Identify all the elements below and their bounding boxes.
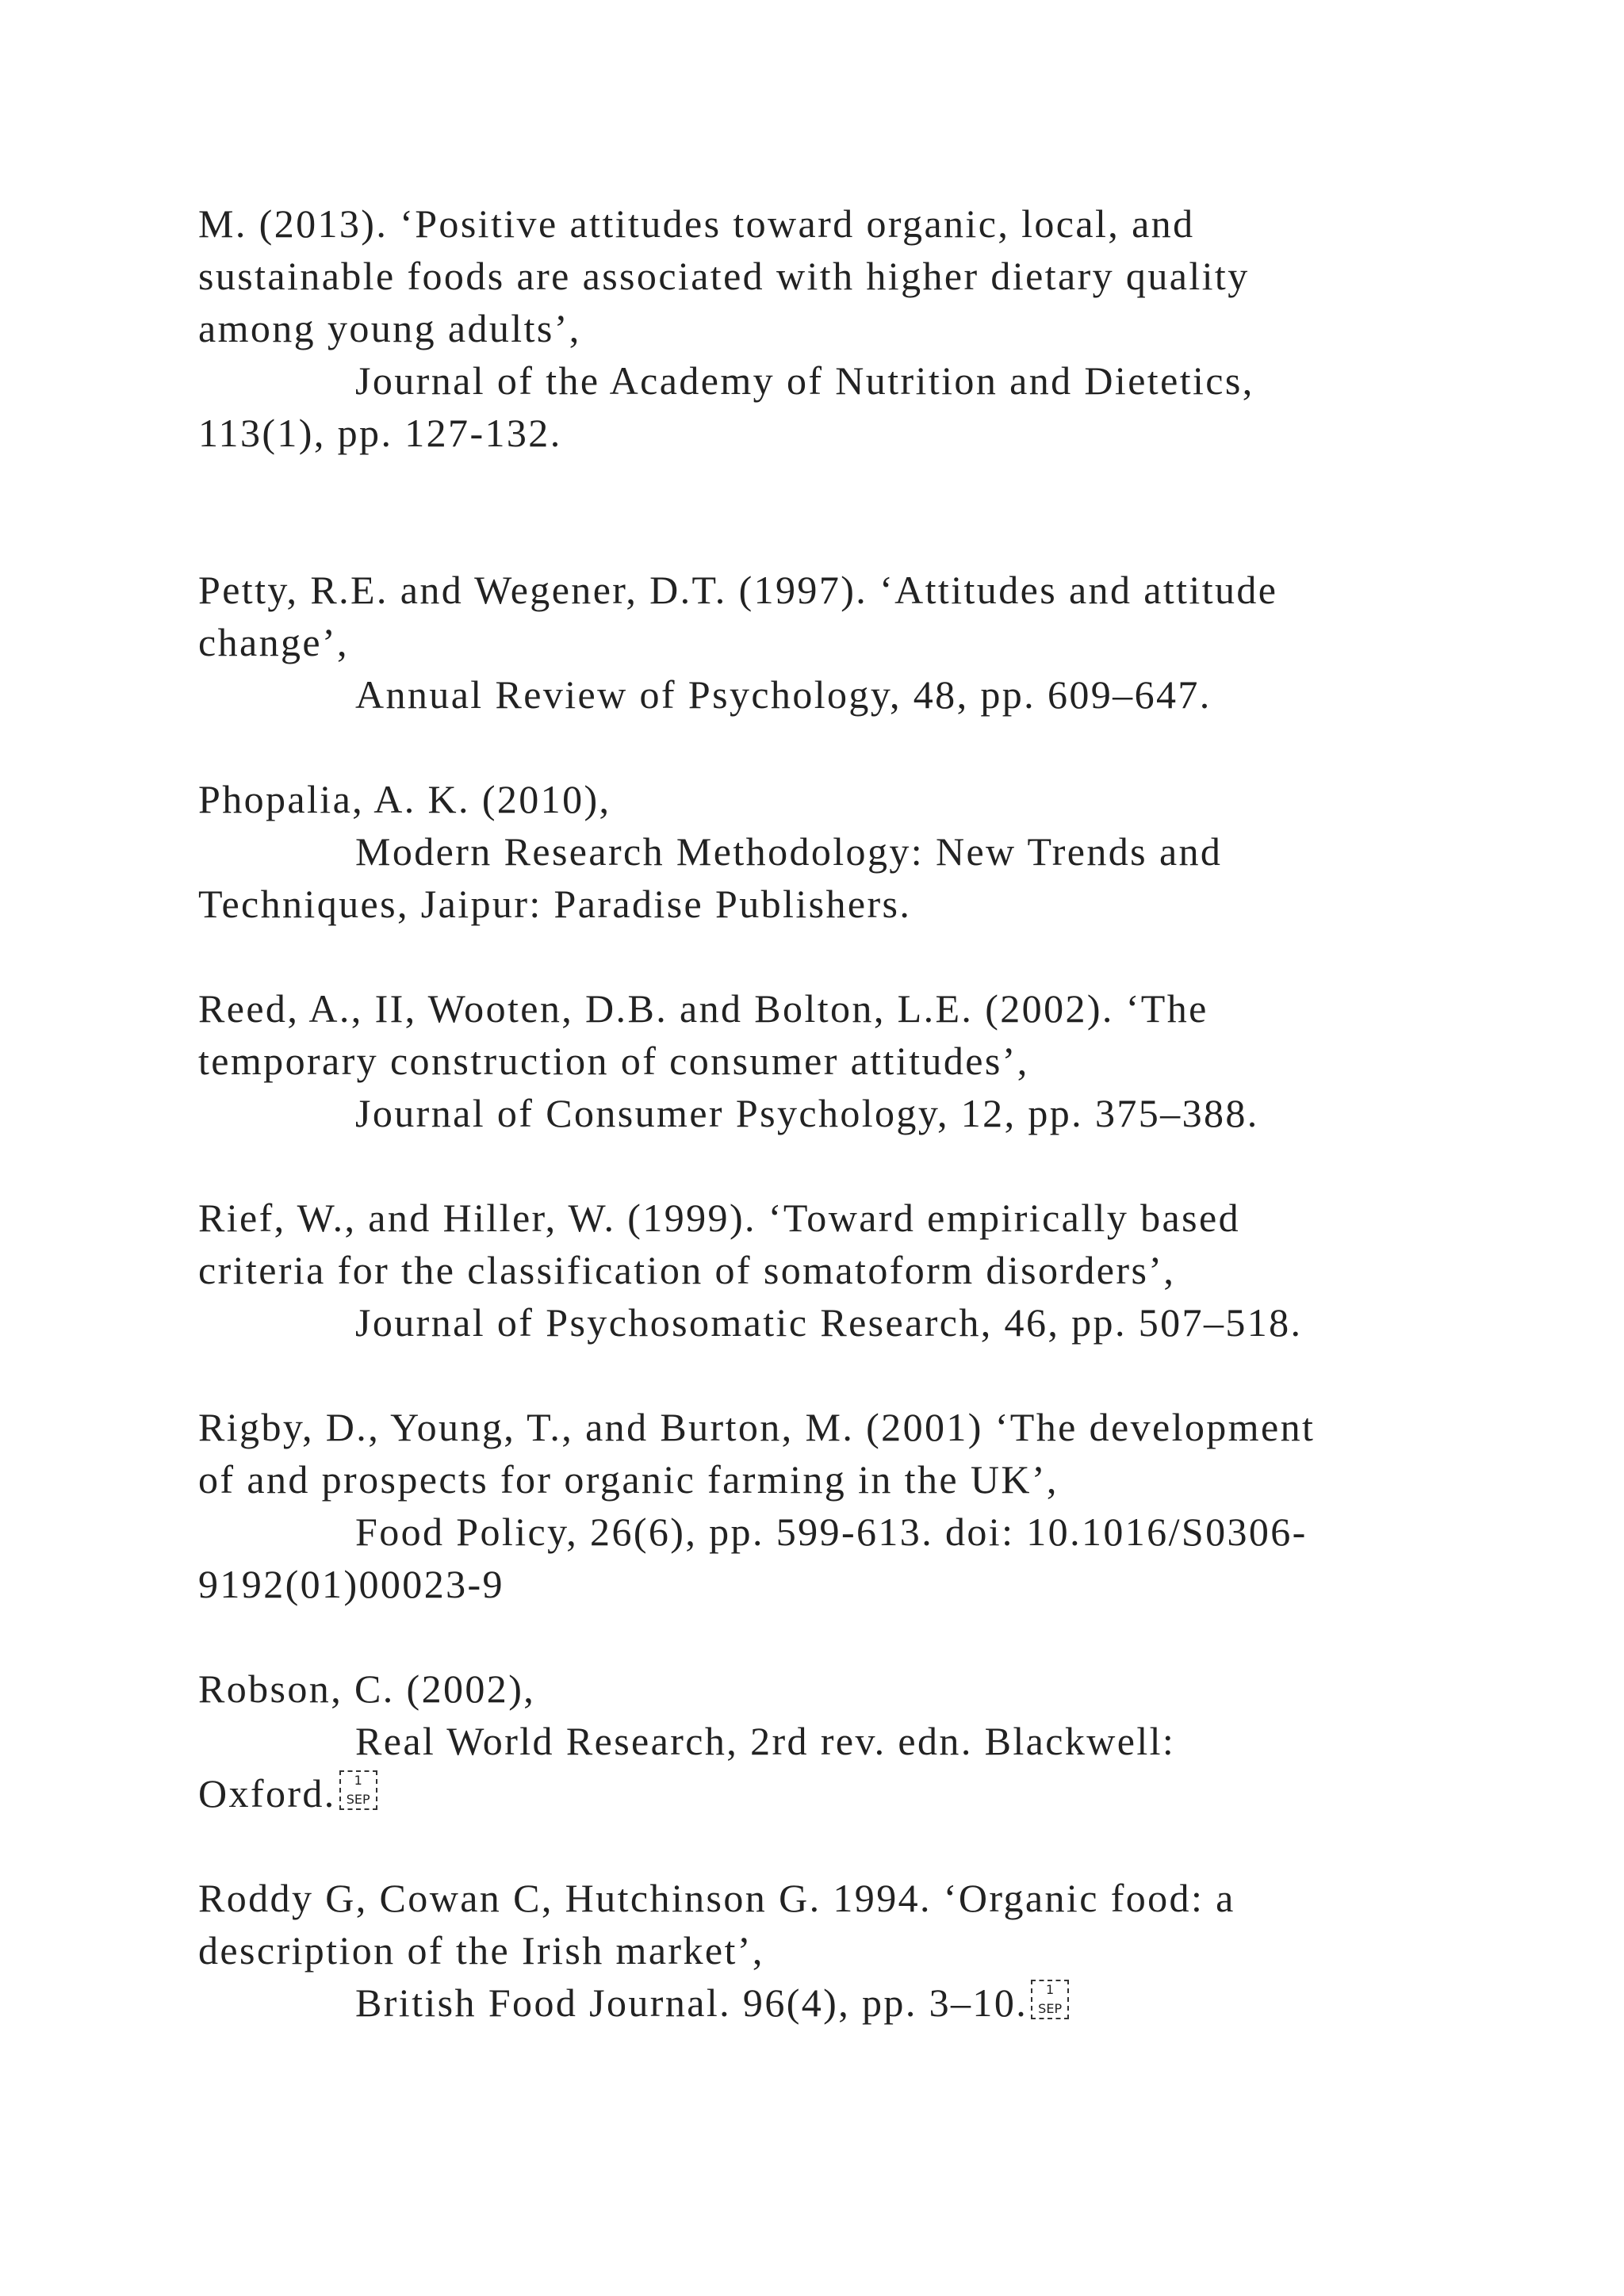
reference-entry [198,1663,1499,1820]
reference-source-line: Journal of Consumer Psychology, 12, pp. 375–388. [355,1091,1259,1135]
spacer [198,1820,1499,1872]
reference-line: 9192(01)00023-9 [198,1562,504,1606]
reference-source-line: Journal of Psychosomatic Research, 46, pp. 507–518. [355,1300,1303,1345]
reference-source-line: Journal of the Academy of Nutrition and Dietetics, [355,358,1254,403]
spacer [198,1610,1499,1663]
reference-line: Phopalia, A. K. (2010), [198,777,611,821]
reference-entry [198,1401,1499,1610]
reference-line: Petty, R.E. and Wegener, D.T. (1997). ‘Attitudes and attitude [198,568,1278,612]
reference-entry [198,982,1499,1139]
reference-line: of and prospects for organic farming in the UK’, [198,1457,1059,1502]
reference-source-line: Food Policy, 26(6), pp. 599-613. doi: 10.1016/S0306- [355,1510,1308,1554]
reference-list [198,197,1499,2029]
reference-line: description of the Irish market’, [198,1928,764,1973]
reference-line: Robson, C. (2002), [198,1667,536,1711]
separator-glyph-icon: 1 SEP [1031,1980,1069,2019]
reference-line: 113(1), pp. 127-132. [198,411,562,455]
spacer [198,459,1499,564]
reference-source-line: Modern Research Methodology: New Trends and [355,829,1223,874]
separator-glyph-icon: 1 SEP [339,1770,377,1810]
reference-line: temporary construction of consumer attitudes’, [198,1039,1029,1083]
reference-line: sustainable foods are associated with higher dietary quality [198,254,1250,298]
spacer [198,1349,1499,1401]
reference-line-with-glyph [198,1767,1499,1820]
reference-line: change’, [198,620,349,664]
reference-source-line: Real World Research, 2rd rev. edn. Blackwell: [355,1719,1176,1763]
reference-line: Rigby, D., Young, T., and Burton, M. (2001) ‘The development [198,1405,1316,1449]
spacer [198,1139,1499,1192]
reference-line: Reed, A., II, Wooten, D.B. and Bolton, L.E. (2002). ‘The [198,986,1208,1031]
spacer [198,721,1499,773]
reference-line: M. (2013). ‘Positive attitudes toward organic, local, and [198,201,1195,246]
reference-entry [198,1192,1499,1349]
reference-line: Rief, W., and Hiller, W. (1999). ‘Toward empirically based [198,1196,1240,1240]
reference-entry [198,564,1499,721]
reference-source-line: Annual Review of Psychology, 48, pp. 609–647. [355,672,1212,717]
reference-entry [198,197,1499,459]
reference-line-text: Oxford. [198,1771,336,1816]
reference-entry [198,773,1499,930]
reference-line: Techniques, Jaipur: Paradise Publishers. [198,882,912,926]
reference-line: criteria for the classification of somatoform disorders’, [198,1248,1176,1292]
reference-source-line-with-glyph [198,1976,1499,2029]
reference-entry [198,1872,1499,2029]
spacer [198,930,1499,982]
reference-line: among young adults’, [198,306,581,350]
reference-source-text: British Food Journal. 96(4), pp. 3–10. [355,1980,1028,2025]
reference-line: Roddy G, Cowan C, Hutchinson G. 1994. ‘Organic food: a [198,1876,1235,1920]
